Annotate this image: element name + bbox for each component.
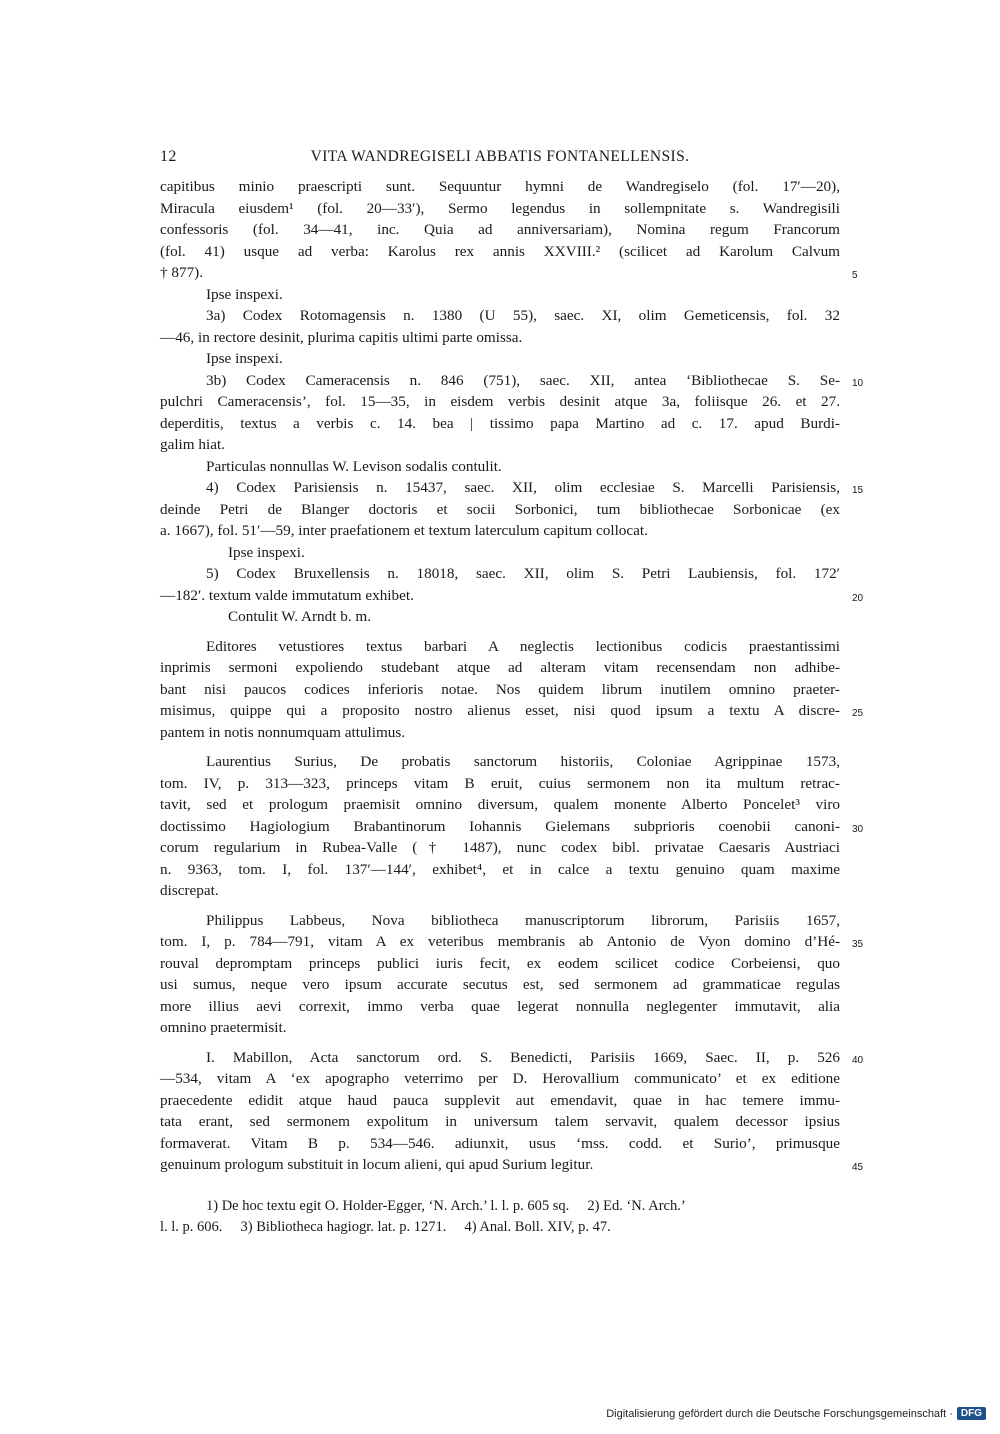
text-line <box>160 1133 840 1155</box>
text-line-content: 3a) Codex Rotomagensis n. 1380 (U 55), saec. XI, olim Gemeticensis, fol. 32 <box>206 307 840 324</box>
text-line-content: n. 9363, tom. I, fol. 137′—144′, exhibet⁴, et in calce a textu genuino quam maxime <box>160 860 840 878</box>
line-number: 20 <box>852 592 864 604</box>
text-line <box>160 241 840 263</box>
text-line <box>160 859 840 881</box>
line-number: 45 <box>852 1162 864 1173</box>
text-line-content: rouval depromptam princeps publici iuris fecit, ex eodem scilicet codice Corbeiensi, quo <box>160 954 840 972</box>
text-line <box>160 1068 840 1090</box>
page <box>160 148 864 1239</box>
text-line <box>160 1047 864 1069</box>
text-line-content: inprimis sermoni expoliendo studebant atque ad alteram vitam recensendam non adhibe- <box>160 659 840 676</box>
text-line-content: Ipse inspexi. <box>228 543 305 561</box>
text-line-content: deperditis, textus a verbis c. 14. bea | tissimo papa Martino ad c. 17. apud Burdi- <box>160 414 840 432</box>
text-line <box>160 219 840 241</box>
page-number: 12 <box>160 148 177 165</box>
line-number: 10 <box>852 377 864 389</box>
text-line-content: Ipse inspexi. <box>206 350 283 367</box>
text-line <box>160 456 840 478</box>
text-line <box>160 305 840 327</box>
line-number: 35 <box>852 939 864 950</box>
text-line-content: tom. I, p. 784—791, vitam A ex veteribus membranis ab Antonio de Vyon domino d’Hé- <box>160 933 840 950</box>
text-line <box>160 751 840 773</box>
text-line-content: Contulit W. Arndt b. m. <box>228 608 372 625</box>
text-line-content: —46, in rectore desinit, plurima capitis ultimi parte omissa. <box>160 328 523 346</box>
line-number: 15 <box>852 485 864 496</box>
text-line <box>160 880 840 902</box>
text-line <box>160 262 858 284</box>
text-line <box>160 1111 840 1133</box>
funding-credit: Digitalisierung gefördert durch die Deutsche Forschungsgemeinschaft · <box>606 1407 953 1420</box>
text-line <box>160 499 840 521</box>
dfg-logo: DFG <box>957 1407 986 1420</box>
text-line <box>160 816 864 838</box>
line-number: 40 <box>852 1054 864 1066</box>
text-line-content: I. Mabillon, Acta sanctorum ord. S. Benedicti, Parisiis 1669, Saec. II, p. 526 <box>206 1048 840 1066</box>
text-line <box>160 636 840 658</box>
text-line-content: doctissimo Hagiologium Brabantinorum Iohannis Gielemans subprioris coenobii canoni- <box>160 817 840 835</box>
running-title: VITA WANDREGISELI ABBATIS FONTANELLENSIS. <box>310 148 690 165</box>
text-line-content: tavit, sed et prologum praemisit omnino diversum, qualem monente Alberto Poncelet³ viro <box>160 796 840 813</box>
text-line <box>160 563 840 585</box>
text-line <box>160 953 840 975</box>
line-number: 30 <box>852 823 864 835</box>
text-line-content: † 877). <box>160 264 204 281</box>
text-line <box>160 931 864 953</box>
text-line-content: tata erant, sed sermonem expolitum in universum talem servavit, qualem decessor ipsius <box>160 1113 840 1130</box>
text-line-content: Philippus Labbeus, Nova bibliotheca manuscriptorum librorum, Parisiis 1657, <box>206 911 840 929</box>
text-line <box>160 700 864 722</box>
line-number: 5 <box>852 270 858 281</box>
text-line <box>160 176 840 198</box>
footnote-line <box>160 1196 840 1218</box>
text-line <box>160 837 840 859</box>
text-line <box>160 413 840 435</box>
running-header <box>160 148 840 170</box>
text-line <box>160 794 840 816</box>
text-line-content: Miracula eiusdem¹ (fol. 20—33′), Sermo legendus in sollempnitate s. Wandregisili <box>160 199 840 217</box>
text-line-content: capitibus minio praescripti sunt. Sequuntur hymni de Wandregiselo (fol. 17′—20), <box>160 178 840 195</box>
text-line-content: Particulas nonnullas W. Levison sodalis contulit. <box>206 457 502 475</box>
text-line <box>160 657 840 679</box>
text-line-content: deinde Petri de Blanger doctoris et socii Sorbonici, tum bibliothecae Sorbonicae (ex <box>160 500 840 518</box>
text-line-content: tom. IV, p. 313—323, princeps vitam B eruit, cuius sermonem non ita multum retrac- <box>160 774 840 792</box>
text-line-content: bant nisi paucos codices inferioris notae. Nos quidem librum inutilem omnino praeter- <box>160 680 840 698</box>
text-line-content: galim hiat. <box>160 436 225 453</box>
text-line-content: more illius aevi correxit, immo verba quae legerat nonnulla neglegenter immutavit, alia <box>160 997 840 1015</box>
line-number: 25 <box>852 708 864 719</box>
footnotes <box>160 1196 840 1239</box>
text-line-content: 4) Codex Parisiensis n. 15437, saec. XII, olim ecclesiae S. Marcelli Parisiensis, <box>206 479 840 496</box>
text-line-content: pulchri Cameracensis’, fol. 15—35, in eisdem verbis desinit atque 3a, foliisque 26. et 27. <box>160 393 840 410</box>
text-line-content: a. 1667), fol. 51′—59, inter praefationem et textum laterculum capitum collocat. <box>160 522 648 539</box>
text-line-content: genuinum prologum substituit in locum alieni, qui apud Surium legitur. <box>160 1156 594 1173</box>
text-line-content: omnino praetermisit. <box>160 1019 287 1036</box>
text-line <box>160 370 864 392</box>
text-line <box>160 773 840 795</box>
body-text <box>160 176 864 1176</box>
text-line <box>160 477 864 499</box>
text-line-content: confessoris (fol. 34—41, inc. Quia ad anniversariam), Nomina regum Francorum <box>160 221 840 238</box>
text-line <box>160 391 840 413</box>
text-line-content: misimus, quippe qui a proposito nostro alienus esset, nisi quod ipsum a textu A discre- <box>160 702 840 719</box>
text-line <box>160 585 864 607</box>
text-line-content: —182′. textum valde immutatum exhibet. <box>160 586 414 604</box>
text-line-content: —534, vitam A ‘ex apographo veterrimo per D. Herovallium communicato’ et ex editione <box>160 1070 840 1087</box>
text-line <box>160 1017 840 1039</box>
text-line <box>160 910 840 932</box>
text-line-content: discrepat. <box>160 882 219 899</box>
text-line <box>160 1090 840 1112</box>
text-line <box>160 996 840 1018</box>
text-line <box>160 327 840 349</box>
footnote-text: l. l. p. 606. 3) Bibliotheca hagiogr. lat. p. 1271. 4) Anal. Boll. XIV, p. 47. <box>160 1219 611 1235</box>
text-line-content: Editores vetustiores textus barbari A neglectis lectionibus codicis praestantissimi <box>206 637 840 655</box>
text-line-content: 3b) Codex Cameracensis n. 846 (751), saec. XII, antea ‘Bibliothecae S. Se- <box>206 371 840 389</box>
text-line <box>160 606 840 628</box>
text-line <box>160 284 840 306</box>
text-line <box>160 1154 864 1176</box>
text-line-content: (fol. 41) usque ad verba: Karolus rex annis XXVIII.² (scilicet ad Karolum Calvum <box>160 242 840 260</box>
text-line <box>160 434 840 456</box>
text-line <box>160 679 840 701</box>
text-line <box>160 974 840 996</box>
text-line-content: Laurentius Surius, De probatis sanctorum historiis, Coloniae Agrippinae 1573, <box>206 753 840 770</box>
text-line <box>160 542 840 564</box>
footnote-text: 1) De hoc textu egit O. Holder-Egger, ‘N. Arch.’ l. l. p. 605 sq. 2) Ed. ‘N. Arch.’ <box>206 1197 686 1214</box>
text-line-content: usi sumus, neque vero ipsum accurate secutus est, sed sermonem ad grammaticae regulas <box>160 976 840 993</box>
footer <box>606 1407 986 1420</box>
text-line-content: corum regularium in Rubea-Valle († 1487), nunc codex bibl. privatae Caesaris Austriaci <box>160 839 840 856</box>
text-line-content: 5) Codex Bruxellensis n. 18018, saec. XII, olim S. Petri Laubiensis, fol. 172′ <box>206 565 840 582</box>
text-line <box>160 722 840 744</box>
text-line-content: praecedente edidit atque haud pauca supplevit aut emendavit, quae in hac temere immu- <box>160 1091 840 1109</box>
text-line-content: Ipse inspexi. <box>206 285 283 303</box>
text-line <box>160 198 840 220</box>
text-line-content: pantem in notis nonnumquam attulimus. <box>160 723 406 741</box>
text-line <box>160 520 840 542</box>
footnote-line <box>160 1217 840 1239</box>
text-line <box>160 348 840 370</box>
text-line-content: formaverat. Vitam B p. 534—546. adiunxit, usus ‘mss. codd. et Surio’, primusque <box>160 1134 840 1152</box>
